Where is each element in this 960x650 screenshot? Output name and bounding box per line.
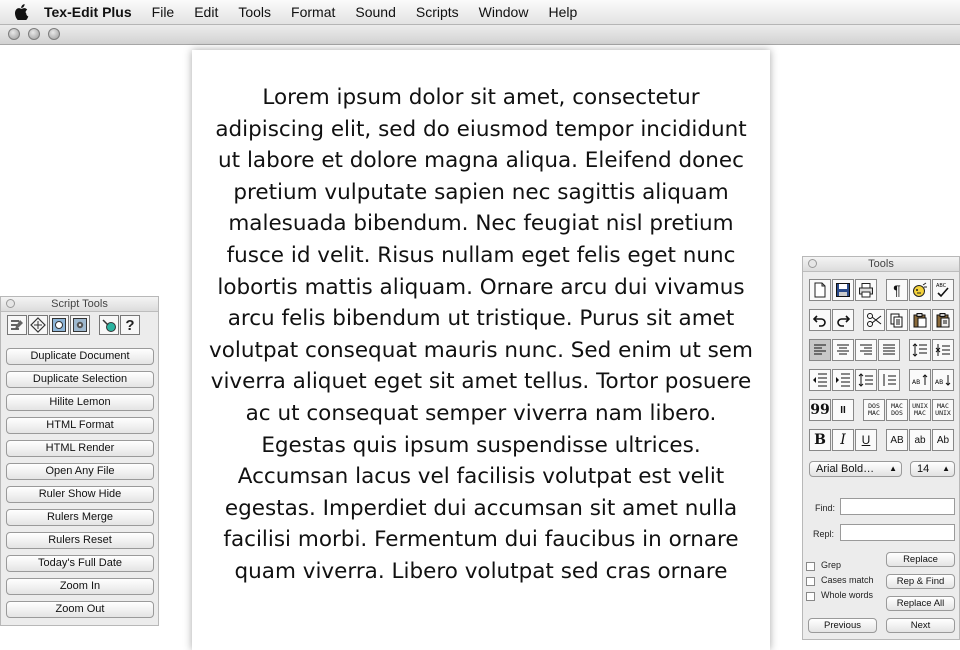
previous-button[interactable]: Previous [808,618,877,633]
outdent-icon[interactable] [809,369,831,391]
script-diamond-icon[interactable] [28,315,48,335]
find-label: Find: [815,503,836,513]
menu-edit[interactable]: Edit [194,4,219,20]
convert-mac-to-unix-icon[interactable]: MAC UNIX [932,399,954,421]
script-compile-icon[interactable] [49,315,69,335]
menu-window[interactable]: Window [478,4,529,20]
script-tools-title: Script Tools [51,298,108,310]
font-popup-value: Arial Bold… [816,463,875,475]
justify-icon[interactable] [878,339,900,361]
script-gear-icon[interactable] [70,315,90,335]
grep-label: Grep [821,560,842,570]
menu-bar [0,0,960,25]
redo-icon[interactable] [832,309,854,331]
cases-match-checkbox[interactable] [806,577,815,586]
convert-unix-to-mac-icon[interactable]: UNIX MAC [909,399,931,421]
find-input[interactable] [840,498,955,515]
script-button-zoom-in[interactable]: Zoom In [6,578,154,595]
app-name-menu[interactable]: Tex-Edit Plus [44,4,132,20]
script-button-duplicate-selection[interactable]: Duplicate Selection [6,371,154,388]
palette-close-button[interactable] [6,299,15,308]
print-icon[interactable] [855,279,877,301]
spell-check-icon[interactable] [932,279,954,301]
replace-all-button[interactable]: Replace All [886,596,955,611]
tools-title: Tools [868,258,894,270]
rep-and-find-button[interactable]: Rep & Find [886,574,955,589]
popup-arrows-icon: ▲ [889,464,897,473]
menu-sound[interactable]: Sound [355,4,396,20]
script-button-html-format[interactable]: HTML Format [6,417,154,434]
script-button-duplicate-document[interactable]: Duplicate Document [6,348,154,365]
abc-label: ABC [936,283,947,289]
next-button[interactable]: Next [886,618,955,633]
font-popup[interactable] [809,461,902,477]
bold-button[interactable]: B [809,429,831,451]
new-document-icon[interactable] [809,279,831,301]
replace-input[interactable] [840,524,955,541]
save-icon[interactable] [832,279,854,301]
script-button-ruler-show-hide[interactable]: Ruler Show Hide [6,486,154,503]
align-center-icon[interactable] [832,339,854,361]
paragraph-spacing-icon[interactable] [855,369,877,391]
italic-button[interactable]: I [832,429,854,451]
script-button-todays-full-date[interactable]: Today's Full Date [6,555,154,572]
grep-checkbox[interactable] [806,562,815,571]
minimize-window-button[interactable] [28,28,40,40]
paragraph-spacing-tight-icon[interactable] [878,369,900,391]
titlecase-button[interactable]: Ab [932,429,954,451]
script-button-rulers-merge[interactable]: Rulers Merge [6,509,154,526]
zoom-window-button[interactable] [48,28,60,40]
menu-help[interactable]: Help [548,4,578,20]
svg-text:AB: AB [935,379,944,386]
smart-quotes-icon[interactable]: 99 [809,399,831,421]
script-button-open-any-file[interactable]: Open Any File [6,463,154,480]
document-window-titlebar [0,25,960,45]
script-button-zoom-out[interactable]: Zoom Out [6,601,154,618]
uppercase-button[interactable]: AB [886,429,908,451]
size-popup-value: 14 [917,463,930,475]
document-text[interactable]: Lorem ipsum dolor sit amet, consectetur adipiscing elit, sed do eiusmod tempor incididunt ut labore et dolore magna aliqua. Eleifend donec pretium vulputate sapien nec sagittis aliquam malesuada bibendum. Nec feugiat nisl pretium fusce id velit. Risus nullam eget felis eget nunc lobortis mattis aliquam. Ornare arcu dui vivamus arcu felis bibendum ut tristique. Purus sit amet volutpat consequat mauris nunc. Sed enim ut sem viverra aliquet eget sit amet tellus. Tortor posuere ac ut consequat semper viverra nam libero. Egestas quis ipsum suspendisse ultrices. Accumsan lacus vel facilisis volutpat est velit egestas. Imperdiet dui accumsan sit amet nulla facilisi morbi. Fermentum dui faucibus in ornare quam viverra. Libero volutpat sed cras ornare [209,85,753,584]
menu-scripts[interactable]: Scripts [415,4,459,20]
document-page [192,50,770,650]
lowercase-button[interactable]: ab [909,429,931,451]
text-raise-icon[interactable] [909,369,931,391]
replace-button[interactable]: Replace [886,552,955,567]
text-lower-icon[interactable] [932,369,954,391]
line-spacing-increase-icon[interactable] [909,339,931,361]
menu-tools[interactable]: Tools [238,4,272,20]
whole-words-label: Whole words [821,590,874,600]
script-tools-palette [0,296,159,626]
script-edit-icon[interactable] [7,315,27,335]
indent-icon[interactable] [832,369,854,391]
whole-words-checkbox[interactable] [806,592,815,601]
script-tools-titlebar [1,297,158,312]
convert-mac-to-dos-icon[interactable]: MAC DOS [886,399,908,421]
replace-label: Repl: [813,529,835,539]
script-tools-iconbar [1,312,158,335]
paste-special-icon[interactable] [932,309,954,331]
convert-dos-to-mac-icon[interactable]: DOS MAC [863,399,885,421]
menu-file[interactable]: File [151,4,175,20]
size-popup[interactable] [910,461,955,477]
pause-icon[interactable]: II [832,399,854,421]
tools-palette-close-button[interactable] [808,259,817,268]
line-spacing-decrease-icon[interactable] [932,339,954,361]
menu-format[interactable]: Format [291,4,336,20]
cut-icon[interactable] [863,309,885,331]
script-button-rulers-reset[interactable]: Rulers Reset [6,532,154,549]
underline-button[interactable]: U [855,429,877,451]
show-invisibles-icon[interactable]: ¶ [886,279,908,301]
cases-match-label: Cases match [821,575,874,585]
copy-icon[interactable] [886,309,908,331]
script-button-html-render[interactable]: HTML Render [6,440,154,457]
svg-text:AB: AB [912,379,921,386]
script-run-icon[interactable] [99,315,119,335]
undo-icon[interactable] [809,309,831,331]
speak-text-icon[interactable] [909,279,931,301]
close-window-button[interactable] [8,28,20,40]
align-right-icon[interactable] [855,339,877,361]
script-button-hilite-lemon[interactable]: Hilite Lemon [6,394,154,411]
align-left-icon[interactable] [809,339,831,361]
apple-menu-icon[interactable] [12,3,32,21]
paste-icon[interactable] [909,309,931,331]
popup-arrows-icon: ▲ [942,464,950,473]
tools-titlebar [803,257,959,272]
help-icon[interactable]: ? [120,315,140,335]
